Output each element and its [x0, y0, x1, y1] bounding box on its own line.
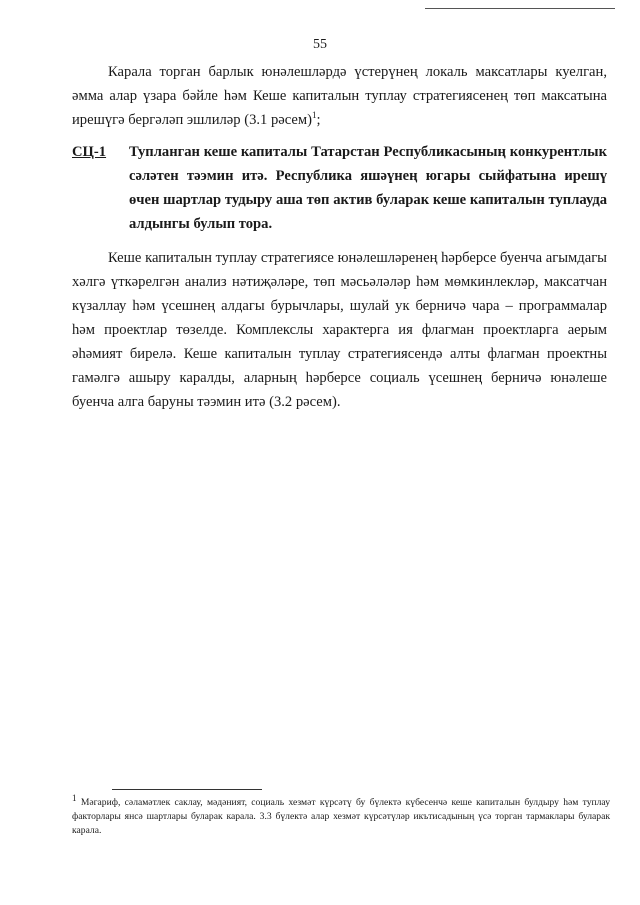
paragraph-2-text: Кеше капиталын туплау стратегиясе юнәлешләренең һәрберсе буенча агымдагы хәлгә үткәрелгән анализ нәтиҗәләре, төп мәсьәләләр һәм мөмкинлекләр, максатчан күзаллау һәм үсешнең алдагы бурычлары, шулай ук берничә чара – программалар һәм проектлар төзелде. Комплекслы характерга ия флагман проектларга аерым әһәмият бирелә. Кеше капиталын туплау стратегиясендә алты флагман проектны гамәлгә ашыру каралды, аларның һәрберсе социаль үсешнең берничә юнәлеше буенча алга баруны тәэмин итә (3.2 рәсем). — [72, 250, 607, 410]
paragraph-1-text: Карала торган барлык юнәлешләрдә үстерүнең локаль максатлары куелган, әмма алар үзара бәйле һәм Кеше капиталын туплау стратегиясенең төп максатына ирешүгә бергәләп эшлиләр (3.1 рәсем) — [72, 64, 607, 128]
footnote-mark: 1 — [72, 792, 77, 803]
goal-code: СЦ-1 — [72, 144, 107, 160]
goal-text: Тупланган кеше капиталы Татарстан Республикасының конкурентлык сәләтен тәэмин итә. Республика яшәүнең югары сыйфатына ирешү өчен шартлар тудыру аша төп актив буларак кеше капиталын туплауда алдынгы булып тора. — [129, 144, 607, 232]
footnote-separator — [112, 789, 262, 790]
footnote — [72, 792, 610, 838]
footnote-text: Мәгариф, сәламәтлек саклау, мәдәният, социаль хезмәт күрсәтү бу бүлектә күбесенчә кеше капиталын булдыру һәм туплау факторлары янсә шартлары буларак карала. 3.3 бүлектә алар хезмәт күрсәтүләр икътисадының үсә торган тармаклары буларак карала. — [72, 797, 610, 836]
paragraph-2 — [72, 246, 607, 414]
page-number: 55 — [313, 37, 327, 52]
header-rule — [425, 8, 615, 9]
paragraph-1 — [72, 60, 607, 132]
footnote-reference: 1 — [311, 110, 317, 121]
paragraph-1-suffix: ; — [316, 112, 321, 128]
